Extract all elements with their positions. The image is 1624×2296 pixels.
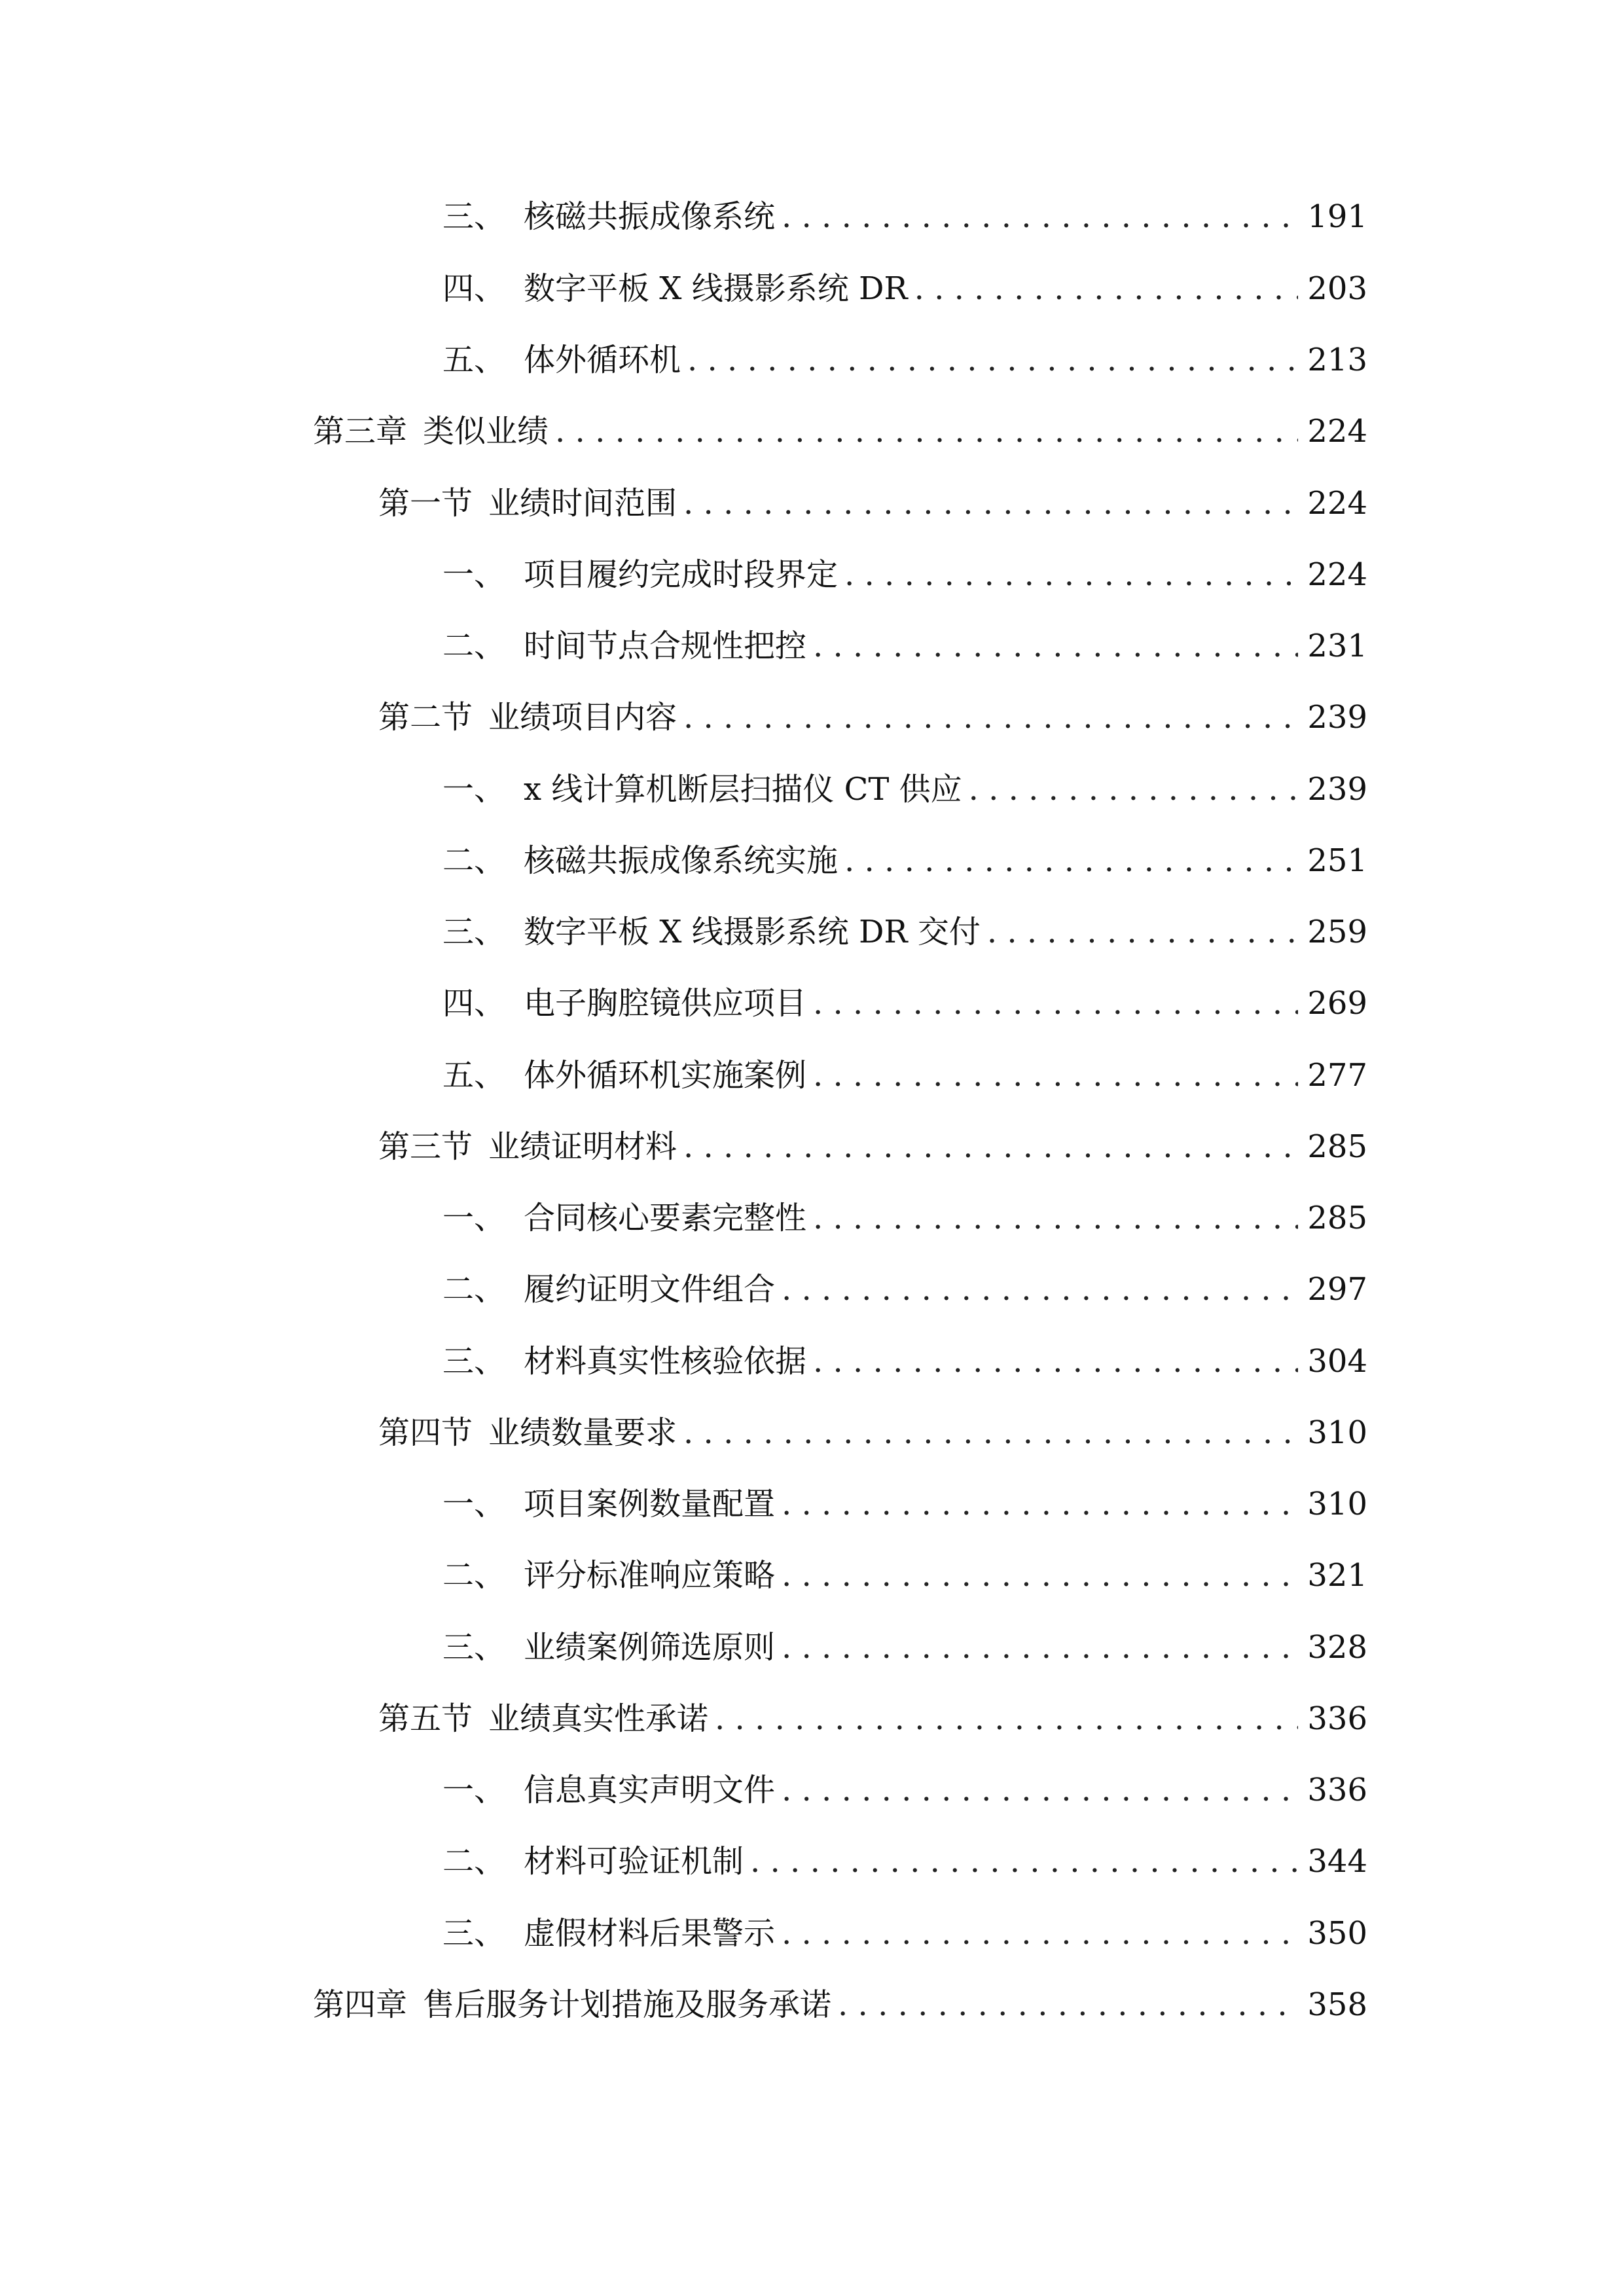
toc-entry-page: 336	[1307, 1772, 1367, 1808]
toc-entry[interactable]	[378, 477, 1367, 529]
toc-entry-page: 224	[1307, 556, 1367, 593]
toc-entry-number: 三、	[442, 1915, 506, 1952]
toc-entry-number: 第四章	[313, 1986, 408, 2023]
toc-entry-number: 三、	[442, 1343, 506, 1380]
toc-entry-number: 第二节	[378, 699, 473, 736]
toc-dot-leader	[782, 1621, 1298, 1674]
toc-entry-title: 业绩数量要求	[488, 1414, 677, 1451]
toc-entry[interactable]	[442, 1907, 1367, 1960]
toc-entry-page: 336	[1307, 1700, 1367, 1737]
toc-dot-leader	[838, 1979, 1298, 2031]
toc-entry-title: 业绩项目内容	[488, 699, 677, 736]
toc-entry-number: 二、	[442, 1271, 506, 1308]
toc-dot-leader	[683, 1121, 1298, 1173]
toc-dot-leader	[683, 691, 1298, 744]
toc-dot-leader	[782, 190, 1298, 243]
toc-entry-title: 核磁共振成像系统实施	[524, 842, 839, 879]
toc-entry-title: 合同核心要素完整性	[524, 1200, 807, 1236]
toc-entry[interactable]	[442, 1335, 1367, 1388]
toc-entry-page: 285	[1307, 1200, 1367, 1236]
toc-entry[interactable]	[442, 1049, 1367, 1102]
toc-entry-page: 344	[1307, 1843, 1367, 1880]
toc-entry[interactable]	[442, 620, 1367, 672]
toc-entry-page: 321	[1307, 1557, 1367, 1594]
toc-entry-page: 239	[1307, 699, 1367, 736]
toc-entry-number: 一、	[442, 1772, 506, 1808]
toc-entry-number: 第四节	[378, 1414, 473, 1451]
toc-entry[interactable]	[442, 262, 1367, 315]
toc-entry-page: 328	[1307, 1629, 1367, 1666]
toc-entry-title: 时间节点合规性把控	[524, 628, 807, 664]
toc-dot-leader	[813, 1049, 1298, 1102]
toc-entry-page: 259	[1307, 914, 1367, 950]
toc-dot-leader	[813, 977, 1298, 1030]
toc-dot-leader	[813, 1192, 1298, 1244]
toc-entry-title: 体外循环机实施案例	[524, 1057, 807, 1094]
toc-entry-title: 材料真实性核验依据	[524, 1343, 807, 1380]
toc-dot-leader	[914, 262, 1298, 315]
toc-entry[interactable]	[378, 1121, 1367, 1173]
toc-entry-number: 五、	[442, 342, 506, 378]
toc-entry-number: 第五节	[378, 1700, 473, 1737]
toc-entry[interactable]	[442, 906, 1367, 958]
toc-entry-page: 239	[1307, 771, 1367, 808]
toc-entry-page: 203	[1307, 270, 1367, 307]
toc-entry-title: 业绩时间范围	[488, 485, 677, 522]
toc-entry-number: 二、	[442, 842, 506, 879]
toc-entry[interactable]	[313, 1979, 1367, 2031]
toc-entry-title: 业绩案例筛选原则	[524, 1629, 776, 1666]
toc-entry-page: 350	[1307, 1915, 1367, 1952]
toc-entry-number: 一、	[442, 771, 506, 808]
toc-dot-leader	[782, 1764, 1298, 1816]
toc-entry[interactable]	[442, 548, 1367, 601]
toc-entry-title: 业绩真实性承诺	[488, 1700, 709, 1737]
toc-entry-number: 三、	[442, 198, 506, 235]
toc-entry-page: 231	[1307, 628, 1367, 664]
toc-dot-leader	[750, 1835, 1298, 1888]
toc-entry[interactable]	[442, 1263, 1367, 1316]
toc-entry[interactable]	[378, 1407, 1367, 1459]
toc-entry-title: 数字平板 X 线摄影系统 DR 交付	[524, 914, 981, 950]
toc-entry-page: 251	[1307, 842, 1367, 879]
toc-entry-title: 虚假材料后果警示	[524, 1915, 776, 1952]
toc-entry-number: 一、	[442, 1486, 506, 1522]
toc-entry-page: 358	[1307, 1986, 1367, 2023]
toc-entry-page: 304	[1307, 1343, 1367, 1380]
toc-entry-page: 310	[1307, 1414, 1367, 1451]
toc-entry-number: 二、	[442, 1843, 506, 1880]
toc-entry[interactable]	[313, 405, 1367, 457]
toc-entry-number: 第三节	[378, 1128, 473, 1165]
toc-dot-leader	[844, 834, 1298, 887]
toc-entry-title: 项目履约完成时段界定	[524, 556, 839, 593]
toc-entry[interactable]	[442, 190, 1367, 243]
toc-dot-leader	[555, 405, 1298, 457]
toc-entry-page: 310	[1307, 1486, 1367, 1522]
toc-entry-page: 285	[1307, 1128, 1367, 1165]
toc-entry-page: 269	[1307, 985, 1367, 1022]
toc-dot-leader	[844, 548, 1298, 601]
toc-entry-number: 第三章	[313, 413, 408, 450]
toc-dot-leader	[813, 1335, 1298, 1388]
toc-dot-leader	[969, 763, 1298, 816]
toc-entry-page: 224	[1307, 413, 1367, 450]
toc-entry[interactable]	[442, 1835, 1367, 1888]
toc-entry-title: 电子胸腔镜供应项目	[524, 985, 807, 1022]
toc-dot-leader	[782, 1549, 1298, 1602]
toc-entry-number: 一、	[442, 556, 506, 593]
toc-entry-title: 业绩证明材料	[488, 1128, 677, 1165]
toc-dot-leader	[782, 1263, 1298, 1316]
toc-dot-leader	[813, 620, 1298, 672]
toc-entry-title: 项目案例数量配置	[524, 1486, 776, 1522]
toc-entry-page: 297	[1307, 1271, 1367, 1308]
toc-entry-number: 第一节	[378, 485, 473, 522]
toc-entry-page: 213	[1307, 342, 1367, 378]
toc-entry-number: 二、	[442, 628, 506, 664]
toc-entry[interactable]	[442, 1764, 1367, 1816]
toc-dot-leader	[683, 1407, 1298, 1459]
toc-dot-leader	[782, 1478, 1298, 1530]
toc-entry[interactable]	[442, 1549, 1367, 1602]
toc-entry-title: 材料可验证机制	[524, 1843, 744, 1880]
toc-entry[interactable]	[378, 691, 1367, 744]
toc-entry-page: 224	[1307, 485, 1367, 522]
toc-dot-leader	[715, 1693, 1298, 1745]
toc-entry[interactable]	[442, 977, 1367, 1030]
toc-entry-page: 191	[1307, 198, 1367, 235]
toc-dot-leader	[782, 1907, 1298, 1960]
toc-entry[interactable]	[442, 1621, 1367, 1674]
toc-dot-leader	[683, 477, 1298, 529]
toc-entry[interactable]	[442, 1478, 1367, 1530]
toc-entry-number: 三、	[442, 914, 506, 950]
toc-entry-title: 数字平板 X 线摄影系统 DR	[524, 270, 908, 307]
toc-entry-number: 三、	[442, 1629, 506, 1666]
toc-entry-title: 核磁共振成像系统	[524, 198, 776, 235]
toc-dot-leader	[687, 334, 1298, 386]
toc-entry-title: 售后服务计划措施及服务承诺	[423, 1986, 832, 2023]
toc-entry-number: 五、	[442, 1057, 506, 1094]
toc-entry[interactable]	[378, 1693, 1367, 1745]
toc-entry-number: 四、	[442, 985, 506, 1022]
toc-entry-title: 体外循环机	[524, 342, 681, 378]
toc-entry-title: 信息真实声明文件	[524, 1772, 776, 1808]
toc-entry[interactable]	[442, 1192, 1367, 1244]
toc-entry[interactable]	[442, 334, 1367, 386]
toc-entry-title: 履约证明文件组合	[524, 1271, 776, 1308]
toc-entry[interactable]	[442, 834, 1367, 887]
toc-entry-title: 类似业绩	[423, 413, 549, 450]
toc-entry-page: 277	[1307, 1057, 1367, 1094]
toc-dot-leader	[987, 906, 1298, 958]
toc-entry-title: x 线计算机断层扫描仪 CT 供应	[524, 771, 962, 808]
toc-entry-title: 评分标准响应策略	[524, 1557, 776, 1594]
toc-entry-number: 一、	[442, 1200, 506, 1236]
toc-entry-number: 二、	[442, 1557, 506, 1594]
toc-entry[interactable]	[442, 763, 1367, 816]
toc-entry-number: 四、	[442, 270, 506, 307]
